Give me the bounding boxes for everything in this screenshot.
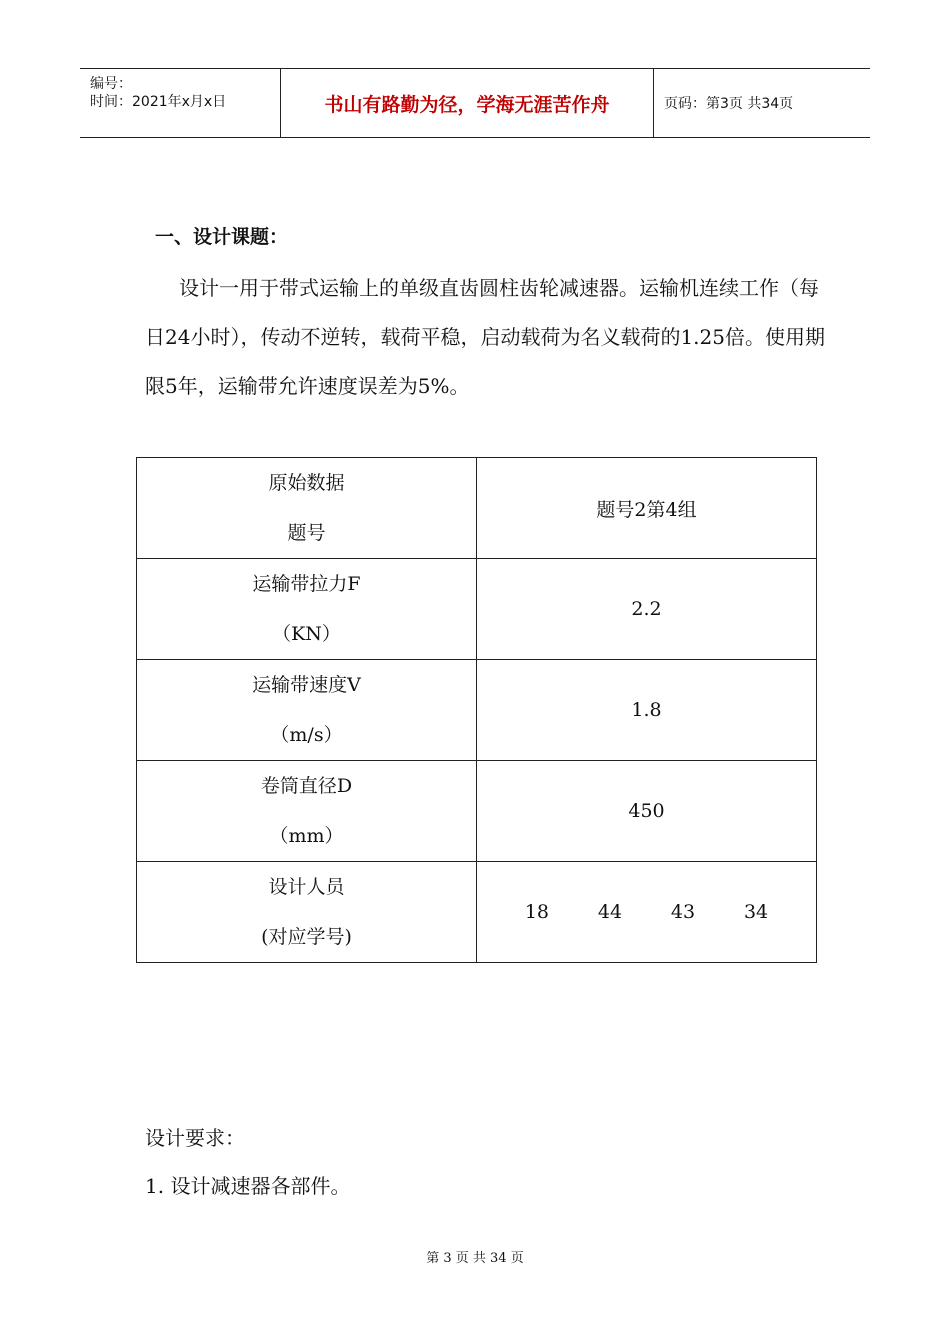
row-label-line1: 设计人员 bbox=[268, 876, 345, 898]
header-page: 页码：第3页 共34页 bbox=[664, 96, 794, 112]
table-row bbox=[137, 761, 817, 862]
row-value: 题号2第4组 bbox=[477, 458, 817, 559]
section-paragraph: 设计一用于带式运输上的单级直齿圆柱齿轮减速器。运输机连续工作（每日24小时），传动不逆转，载荷平稳，启动载荷为名义载荷的1.25倍。使用期限5年，运输带允许速度误差为5%。 bbox=[145, 276, 825, 398]
row-label-line1: 运输带拉力F bbox=[252, 573, 361, 595]
row-label-line1: 原始数据 bbox=[268, 472, 345, 494]
row-label-line1: 卷筒直径D bbox=[260, 775, 353, 797]
row-label bbox=[137, 458, 477, 559]
requirement-item: 1. 设计减速器各部件。 bbox=[145, 1174, 351, 1198]
row-value: 1.8 bbox=[477, 660, 817, 761]
designer-id: 34 bbox=[743, 901, 769, 923]
designer-id: 18 bbox=[524, 901, 550, 923]
section-title: 一、设计课题： bbox=[155, 226, 289, 248]
designer-ids bbox=[477, 862, 817, 963]
table-row bbox=[137, 458, 817, 559]
header-time: 时间：2021年x月x日 bbox=[90, 94, 227, 110]
table-row bbox=[137, 559, 817, 660]
row-label-line2: 题号 bbox=[287, 522, 326, 544]
data-table bbox=[136, 457, 817, 963]
row-label bbox=[137, 761, 477, 862]
row-label bbox=[137, 862, 477, 963]
requirements-title: 设计要求： bbox=[145, 1126, 245, 1150]
row-label-line2: (对应学号) bbox=[261, 926, 352, 948]
header-meta bbox=[80, 69, 281, 137]
row-label-line2: （mm） bbox=[269, 825, 344, 847]
row-value: 450 bbox=[477, 761, 817, 862]
table-row bbox=[137, 862, 817, 963]
page-header bbox=[80, 68, 870, 138]
row-label-line2: （KN） bbox=[272, 623, 341, 645]
header-motto: 书山有路勤为径，学海无涯苦作舟 bbox=[281, 69, 654, 137]
row-label bbox=[137, 559, 477, 660]
page-footer: 第 3 页 共 34 页 bbox=[426, 1251, 524, 1266]
row-value: 2.2 bbox=[477, 559, 817, 660]
designer-id: 43 bbox=[670, 901, 696, 923]
row-label-line2: （m/s） bbox=[270, 724, 343, 746]
table-row bbox=[137, 660, 817, 761]
designer-id: 44 bbox=[597, 901, 623, 923]
header-number: 编号： bbox=[90, 76, 132, 92]
row-label bbox=[137, 660, 477, 761]
row-label-line1: 运输带速度V bbox=[252, 674, 361, 696]
